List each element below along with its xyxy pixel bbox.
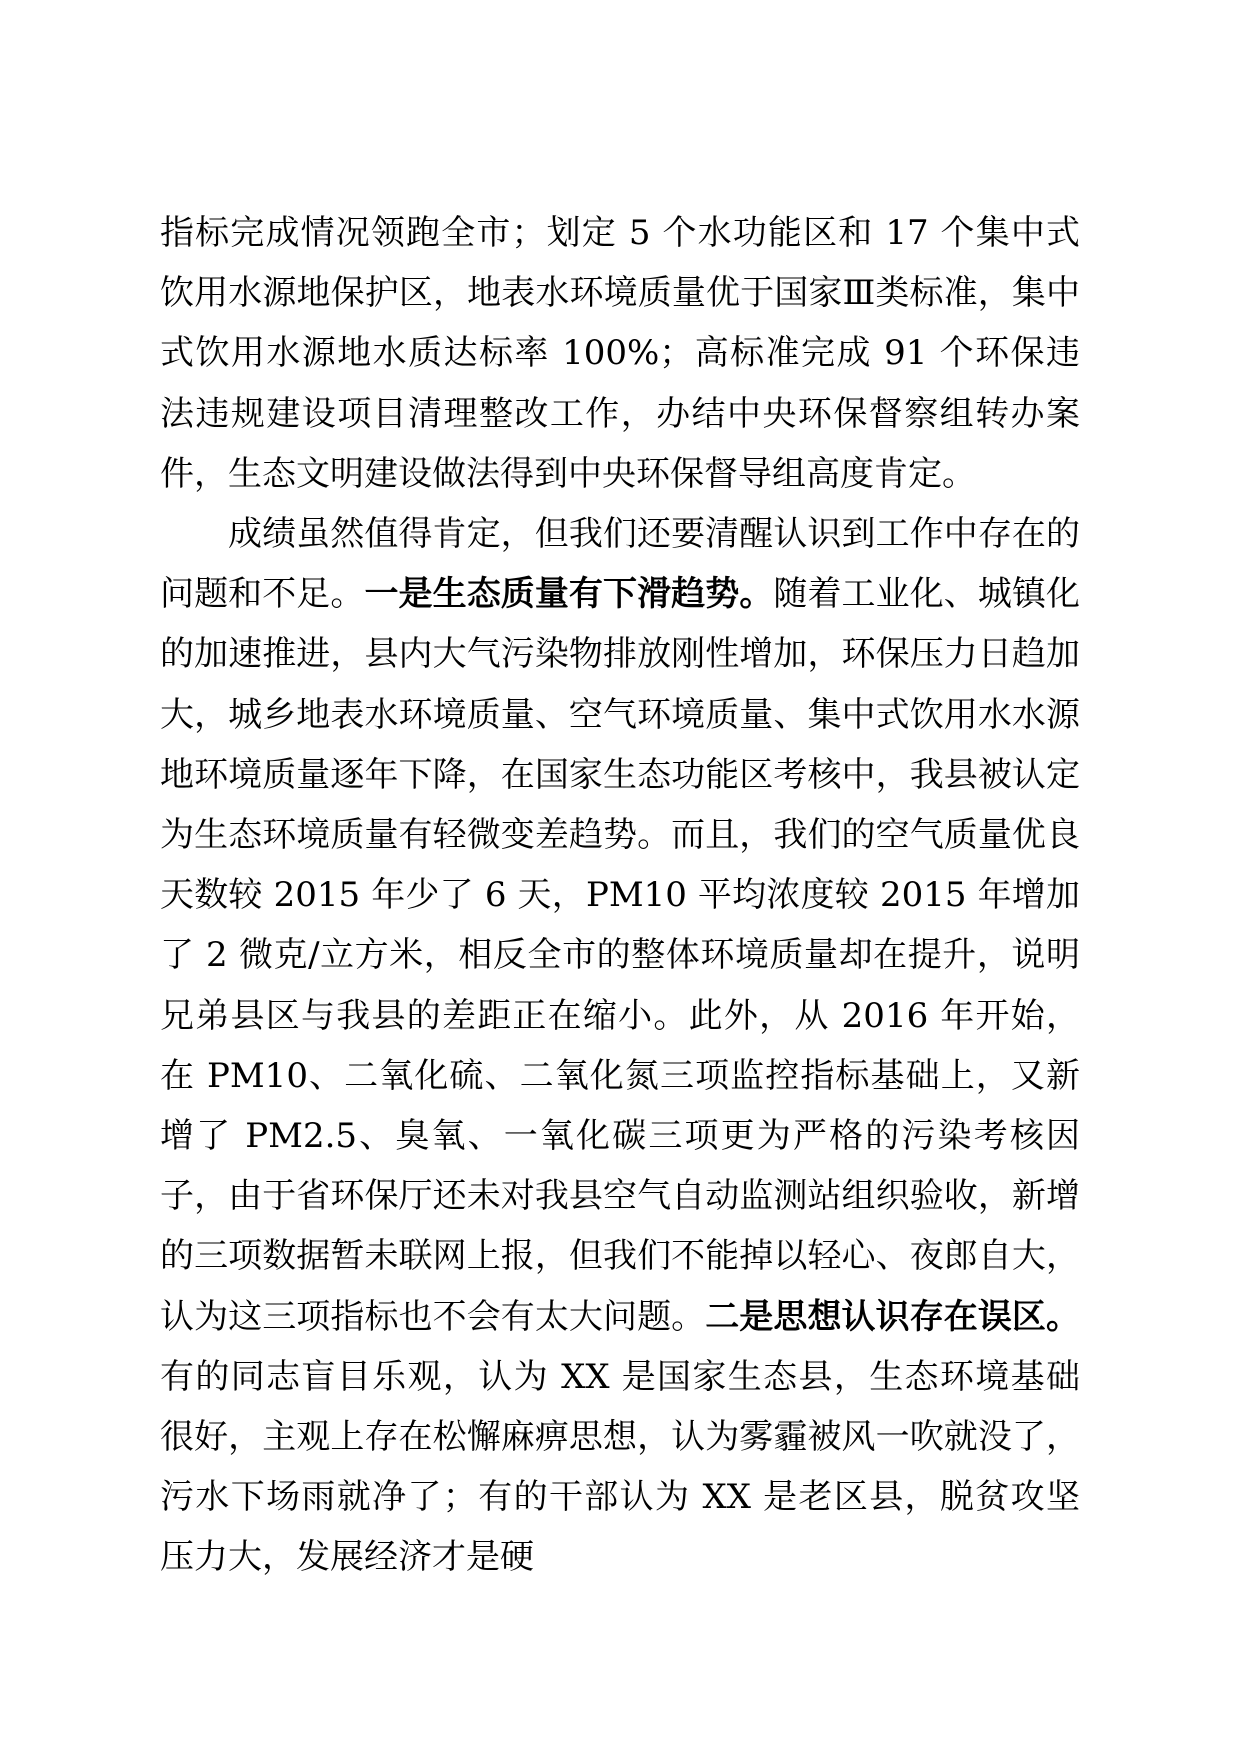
point-two-body: 有的同志盲目乐观，认为 XX 是国家生态县，生态环境基础很好，主观上存在松懈麻痹思想，认为雾霾被风一吹就没了，污水下场雨就净了；有的干部认为 XX 是老区县，脱贫攻坚压力大，发展经济才是硬 <box>160 1356 1080 1578</box>
paragraph-environment-achievements: 指标完成情况领跑全市；划定 5 个水功能区和 17 个集中式饮用水源地保护区，地表水环境质量优于国家Ⅲ类标准，集中式饮用水源地水质达标率 100%；高标准完成 91 个环保违法违规建设项目清理整改工作，办结中央环保督察组转办案件，生态文明建设做法得到中央环保督导组高度肯定。 <box>160 213 1080 494</box>
paragraph-intro: 成绩虽然值得肯定，但我们还要清醒认识到工作中存在的问题和不足。 <box>160 514 1080 615</box>
point-one-body: 随着工业化、城镇化的加速推进，县内大气污染物排放刚性增加，环保压力日趋加大，城乡地表水环境质量、空气环境质量、集中式饮用水水源地环境质量逐年下降，在国家生态功能区考核中，我县被认定为生态环境质量有轻微变差趋势。而且，我们的空气质量优良天数较 2015 年少了 6 天，PM10 平均浓度较 2015 年增加了 2 微克/立方米，相反全市的整体环境质量却在提升，说明兄弟县区与我县的差距正在缩小。此外，从 2016 年开始，在 PM10、二氧化硫、二氧化氮三项监控指标基础上，又新增了 PM2.5、臭氧、一氧化碳三项更为严格的污染考核因子，由于省环保厅还未对我县空气自动监测站组织验收，新增的三项数据暂未联网上报，但我们不能掉以轻心、夜郎自大，认为这三项指标也不会有太大问题。 <box>160 574 1081 1337</box>
document-body <box>160 203 1080 1588</box>
point-two-heading: 二是思想认识存在误区。 <box>705 1296 1081 1337</box>
point-one-heading: 一是生态质量有下滑趋势。 <box>364 574 774 615</box>
paragraph-problems-and-shortcomings <box>160 504 1080 1588</box>
